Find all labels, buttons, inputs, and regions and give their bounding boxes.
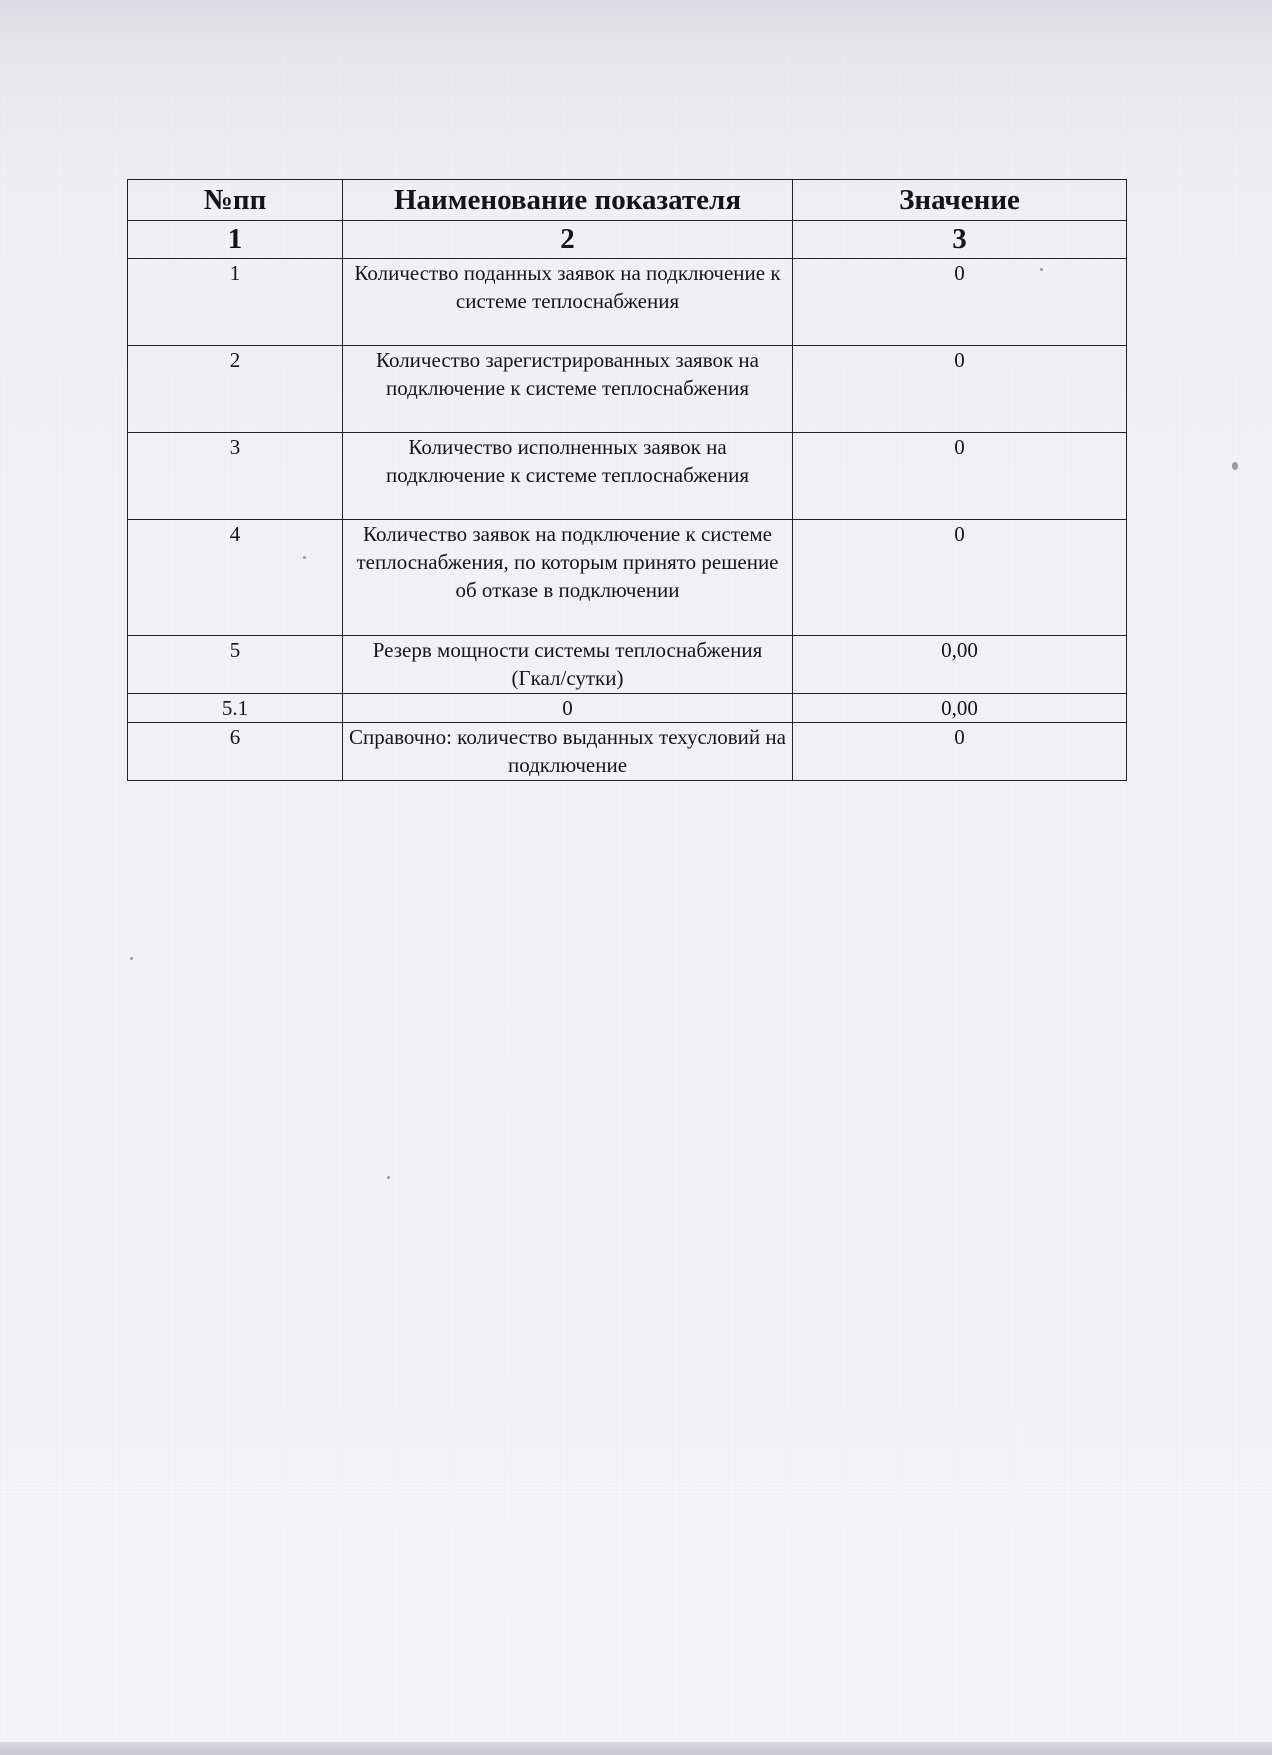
row-value: 0: [793, 520, 1127, 636]
row-name: Справочно: количество выданных техусловий на подключение: [343, 723, 793, 781]
row-name: Количество поданных заявок на подключение к системе теплоснабжения: [343, 259, 793, 346]
row-name: 0: [343, 694, 793, 723]
row-num: 2: [128, 346, 343, 433]
header-value: Значение: [793, 180, 1127, 221]
row-num: 3: [128, 433, 343, 520]
indicators-table: [127, 179, 1127, 781]
row-value: 0,00: [793, 636, 1127, 694]
row-num: 4: [128, 520, 343, 636]
row-name: Резерв мощности системы теплоснабжения (Гкал/сутки): [343, 636, 793, 694]
row-value: 0: [793, 723, 1127, 781]
row-num: 6: [128, 723, 343, 781]
header-num: №пп: [128, 180, 343, 221]
column-number: 1: [128, 221, 343, 259]
table-row: [128, 433, 1127, 520]
table-row: [128, 259, 1127, 346]
row-num: 5.1: [128, 694, 343, 723]
row-value: 0: [793, 433, 1127, 520]
row-value: 0,00: [793, 694, 1127, 723]
row-name: Количество заявок на подключение к системе теплоснабжения, по которым принято решение об отказе в подключении: [343, 520, 793, 636]
table-row: [128, 723, 1127, 781]
table-header-row: [128, 180, 1127, 221]
table-row: [128, 636, 1127, 694]
column-number: 3: [793, 221, 1127, 259]
row-name: Количество зарегистрированных заявок на подключение к системе теплоснабжения: [343, 346, 793, 433]
row-value: 0: [793, 259, 1127, 346]
row-num: 5: [128, 636, 343, 694]
scan-speck: [387, 1176, 390, 1179]
column-number: 2: [343, 221, 793, 259]
row-value: 0: [793, 346, 1127, 433]
row-num: 1: [128, 259, 343, 346]
header-name: Наименование показателя: [343, 180, 793, 221]
row-name: Количество исполненных заявок на подключение к системе теплоснабжения: [343, 433, 793, 520]
table-row: [128, 520, 1127, 636]
table-row: [128, 694, 1127, 723]
scan-speck: [1232, 462, 1238, 470]
scan-speck: [130, 957, 133, 960]
column-number-row: [128, 221, 1127, 259]
table-row: [128, 346, 1127, 433]
page-bottom-edge: [0, 1742, 1272, 1755]
